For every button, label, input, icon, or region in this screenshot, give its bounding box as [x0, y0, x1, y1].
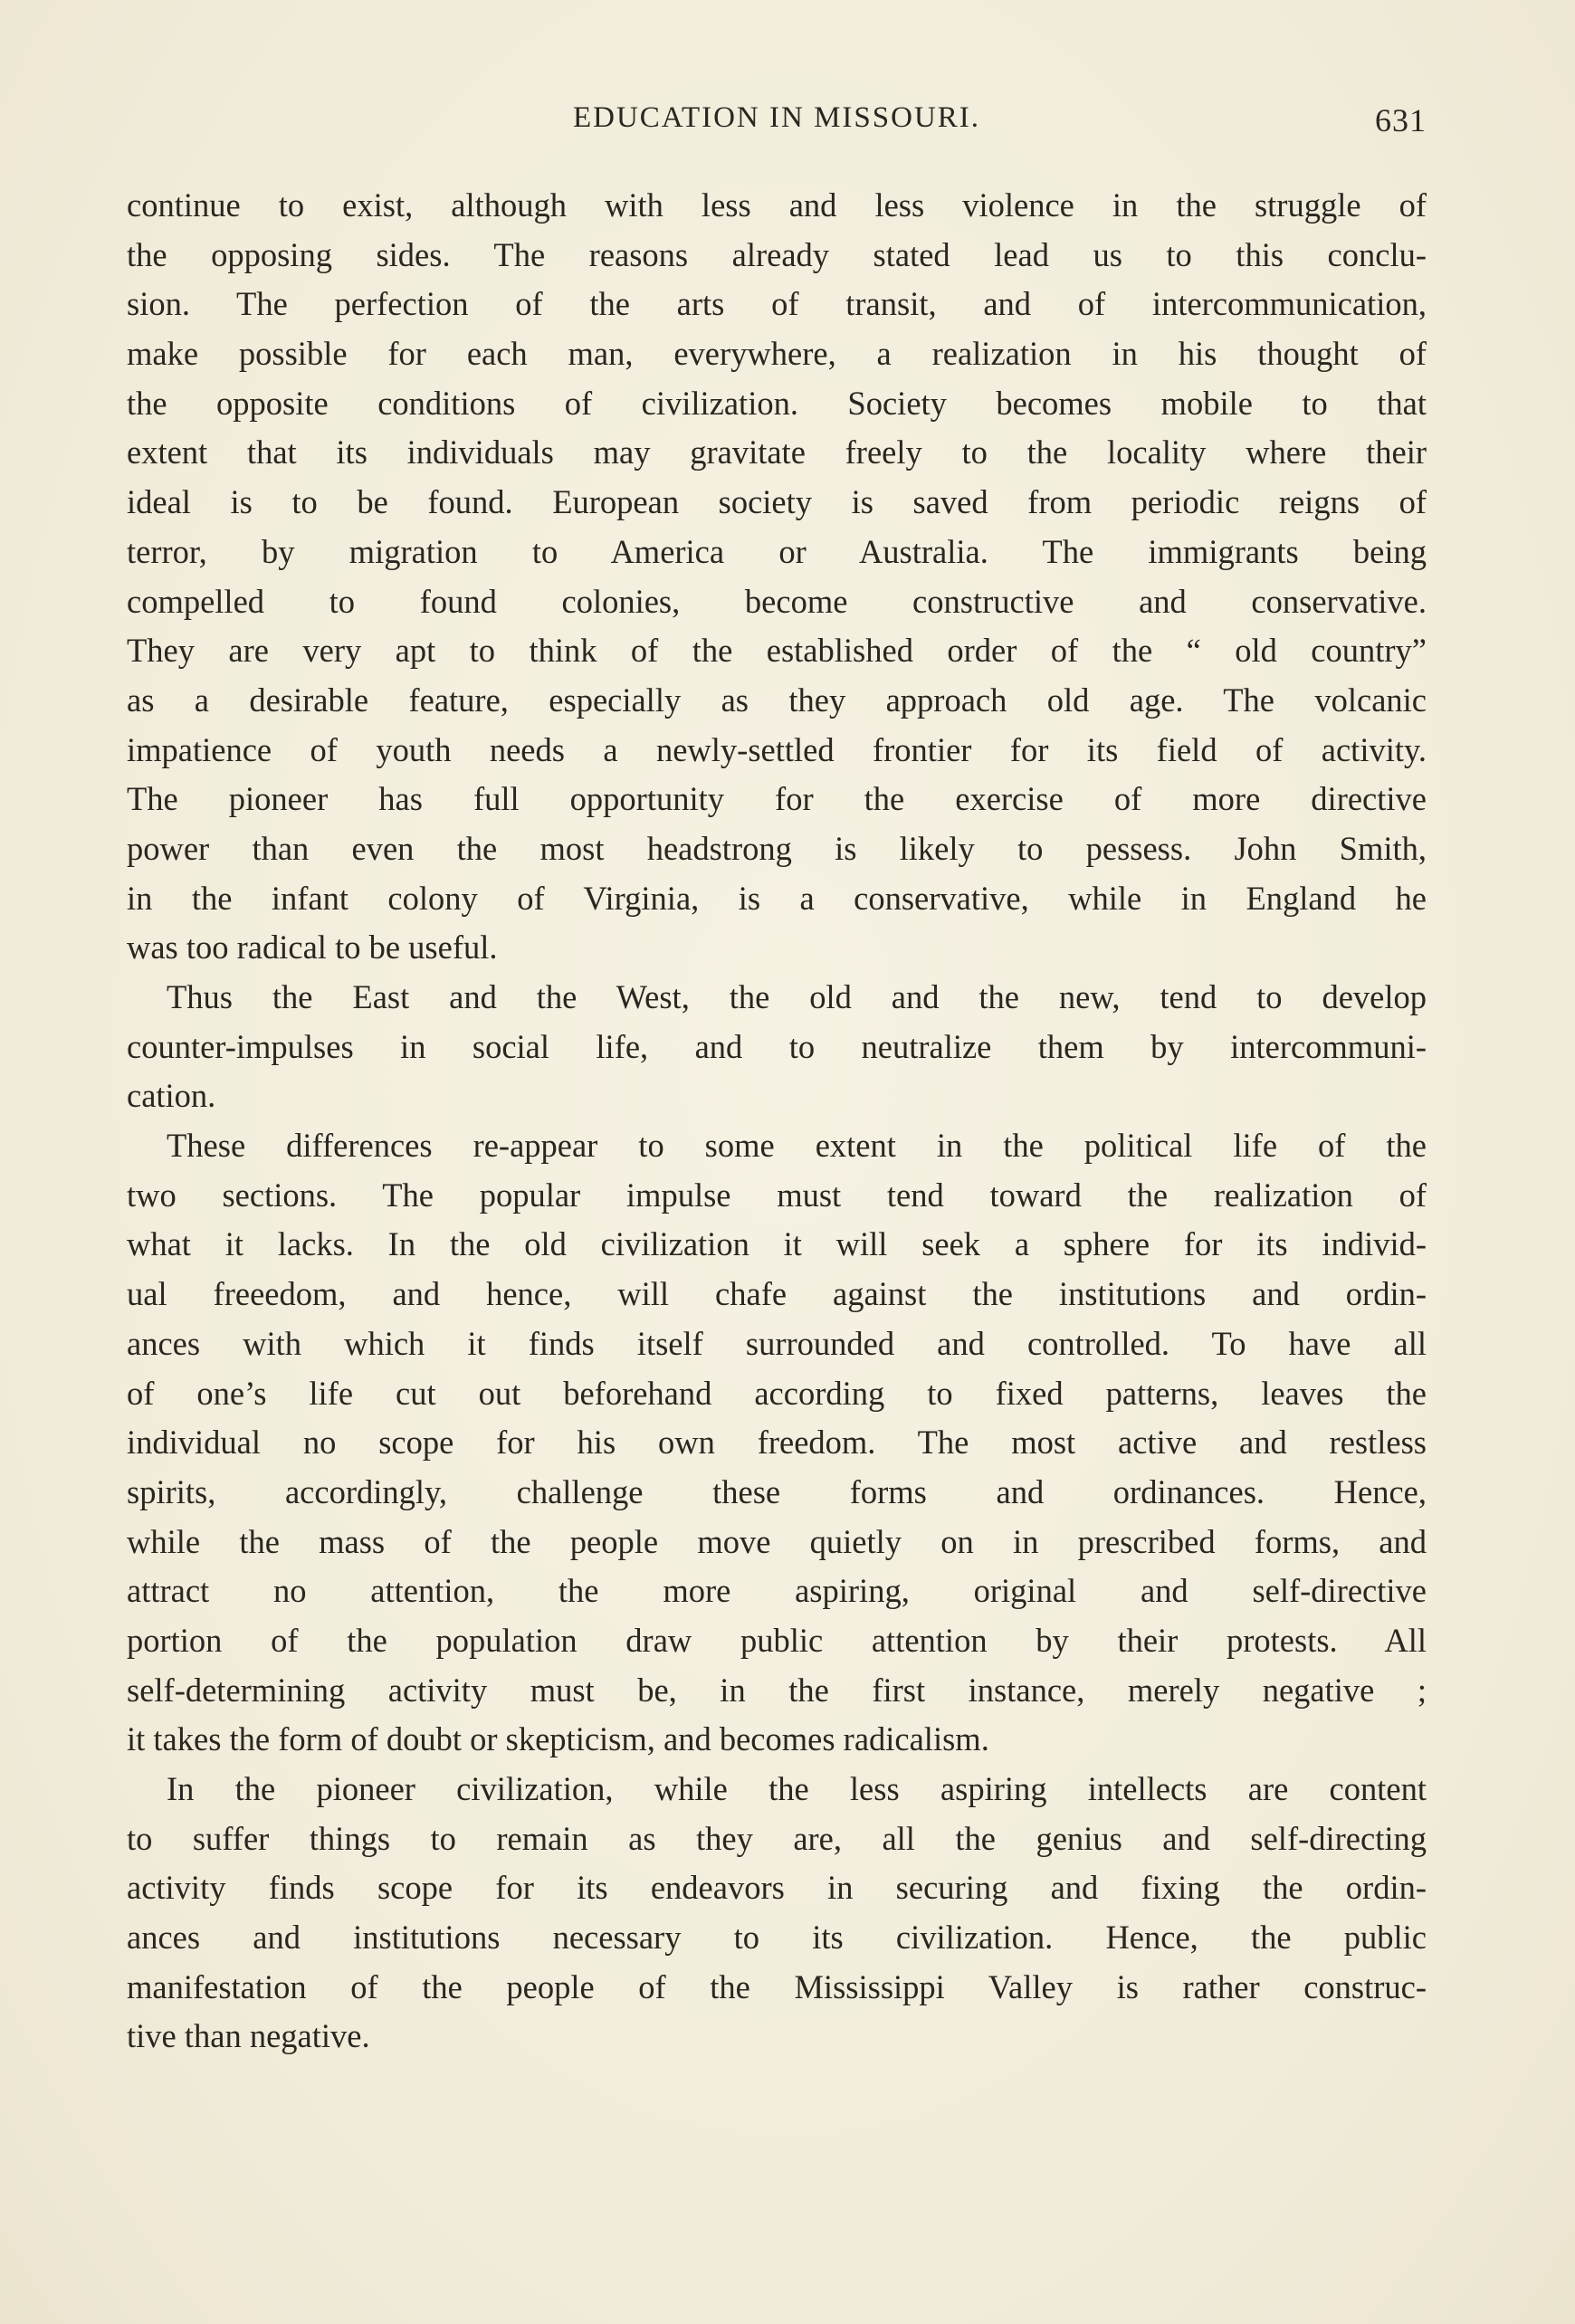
text-line: it takes the form of doubt or skepticism, and becomes radicalism.	[127, 1720, 989, 1758]
text-line: ideal is to be found. European society is saved from periodic reigns of	[127, 483, 1427, 521]
text-line: portion of the population draw public attention by their protests. All	[127, 1621, 1427, 1659]
text-line: activity finds scope for its endeavors in securing and fixing the ordin-	[127, 1869, 1427, 1907]
page-number: 631	[1375, 102, 1427, 138]
text-line: in the infant colony of Virginia, is a conservative, while in England he	[127, 879, 1427, 917]
text-line: impatience of youth needs a newly-settled frontier for its field of activity.	[127, 730, 1427, 768]
text-line: compelled to found colonies, become constructive and conservative.	[127, 582, 1427, 620]
text-line: of one’s life cut out beforehand according to fixed patterns, leaves the	[127, 1374, 1427, 1412]
text-line: two sections. The popular impulse must tend toward the realization of	[127, 1176, 1427, 1214]
page-header	[127, 101, 1427, 147]
text-line: cation.	[127, 1077, 216, 1115]
text-line: attract no attention, the more aspiring, original and self-directive	[127, 1572, 1427, 1610]
text-line: The pioneer has full opportunity for the exercise of more directive	[127, 780, 1427, 818]
text-line: was too radical to be useful.	[127, 929, 498, 967]
text-line: manifestation of the people of the Mississippi Valley is rather construc-	[127, 1967, 1427, 2005]
text-line: Thus the East and the West, the old and the new, tend to develop	[167, 978, 1427, 1015]
text-line: what it lacks. In the old civilization it will seek a sphere for its individ-	[127, 1225, 1427, 1263]
text-line: terror, by migration to America or Australia. The immigrants being	[127, 532, 1427, 570]
text-line: extent that its individuals may gravitate freely to the locality where their	[127, 433, 1427, 471]
text-line: ances and institutions necessary to its civilization. Hence, the public	[127, 1919, 1427, 1957]
text-line: to suffer things to remain as they are, all the genius and self-directing	[127, 1819, 1427, 1857]
text-line: ual freeedom, and hence, will chafe against the institutions and ordin-	[127, 1275, 1427, 1313]
text-line: self-determining activity must be, in the first instance, merely negative ;	[127, 1671, 1427, 1709]
text-line: power than even the most headstrong is likely to pessess. John Smith,	[127, 829, 1427, 867]
text-line: counter-impulses in social life, and to neutralize them by intercommuni-	[127, 1027, 1427, 1065]
text-line: continue to exist, although with less and less violence in the struggle of	[127, 186, 1427, 224]
text-line: individual no scope for his own freedom. The most active and restless	[127, 1424, 1427, 1462]
text-line: spirits, accordingly, challenge these forms and ordinances. Hence,	[127, 1472, 1427, 1510]
text-line: tive than negative.	[127, 2017, 370, 2055]
text-line: In the pioneer civilization, while the less aspiring intellects are content	[167, 1770, 1427, 1807]
text-line: as a desirable feature, especially as they approach old age. The volcanic	[127, 681, 1427, 719]
text-line: ances with which it finds itself surrounded and controlled. To have all	[127, 1324, 1427, 1362]
text-line: the opposing sides. The reasons already stated lead us to this conclu-	[127, 235, 1427, 273]
text-line: sion. The perfection of the arts of transit, and of intercommunication,	[127, 285, 1427, 323]
text-line: the opposite conditions of civilization. Society becomes mobile to that	[127, 384, 1427, 422]
body-text	[127, 181, 1427, 2062]
text-line: make possible for each man, everywhere, a realization in his thought of	[127, 335, 1427, 373]
running-head: EDUCATION IN MISSOURI.	[572, 101, 981, 134]
text-line: They are very apt to think of the established order of the “ old country”	[127, 632, 1427, 670]
text-line: while the mass of the people move quietly on in prescribed forms, and	[127, 1522, 1427, 1560]
text-line: These differences re-appear to some extent in the political life of the	[167, 1127, 1427, 1165]
